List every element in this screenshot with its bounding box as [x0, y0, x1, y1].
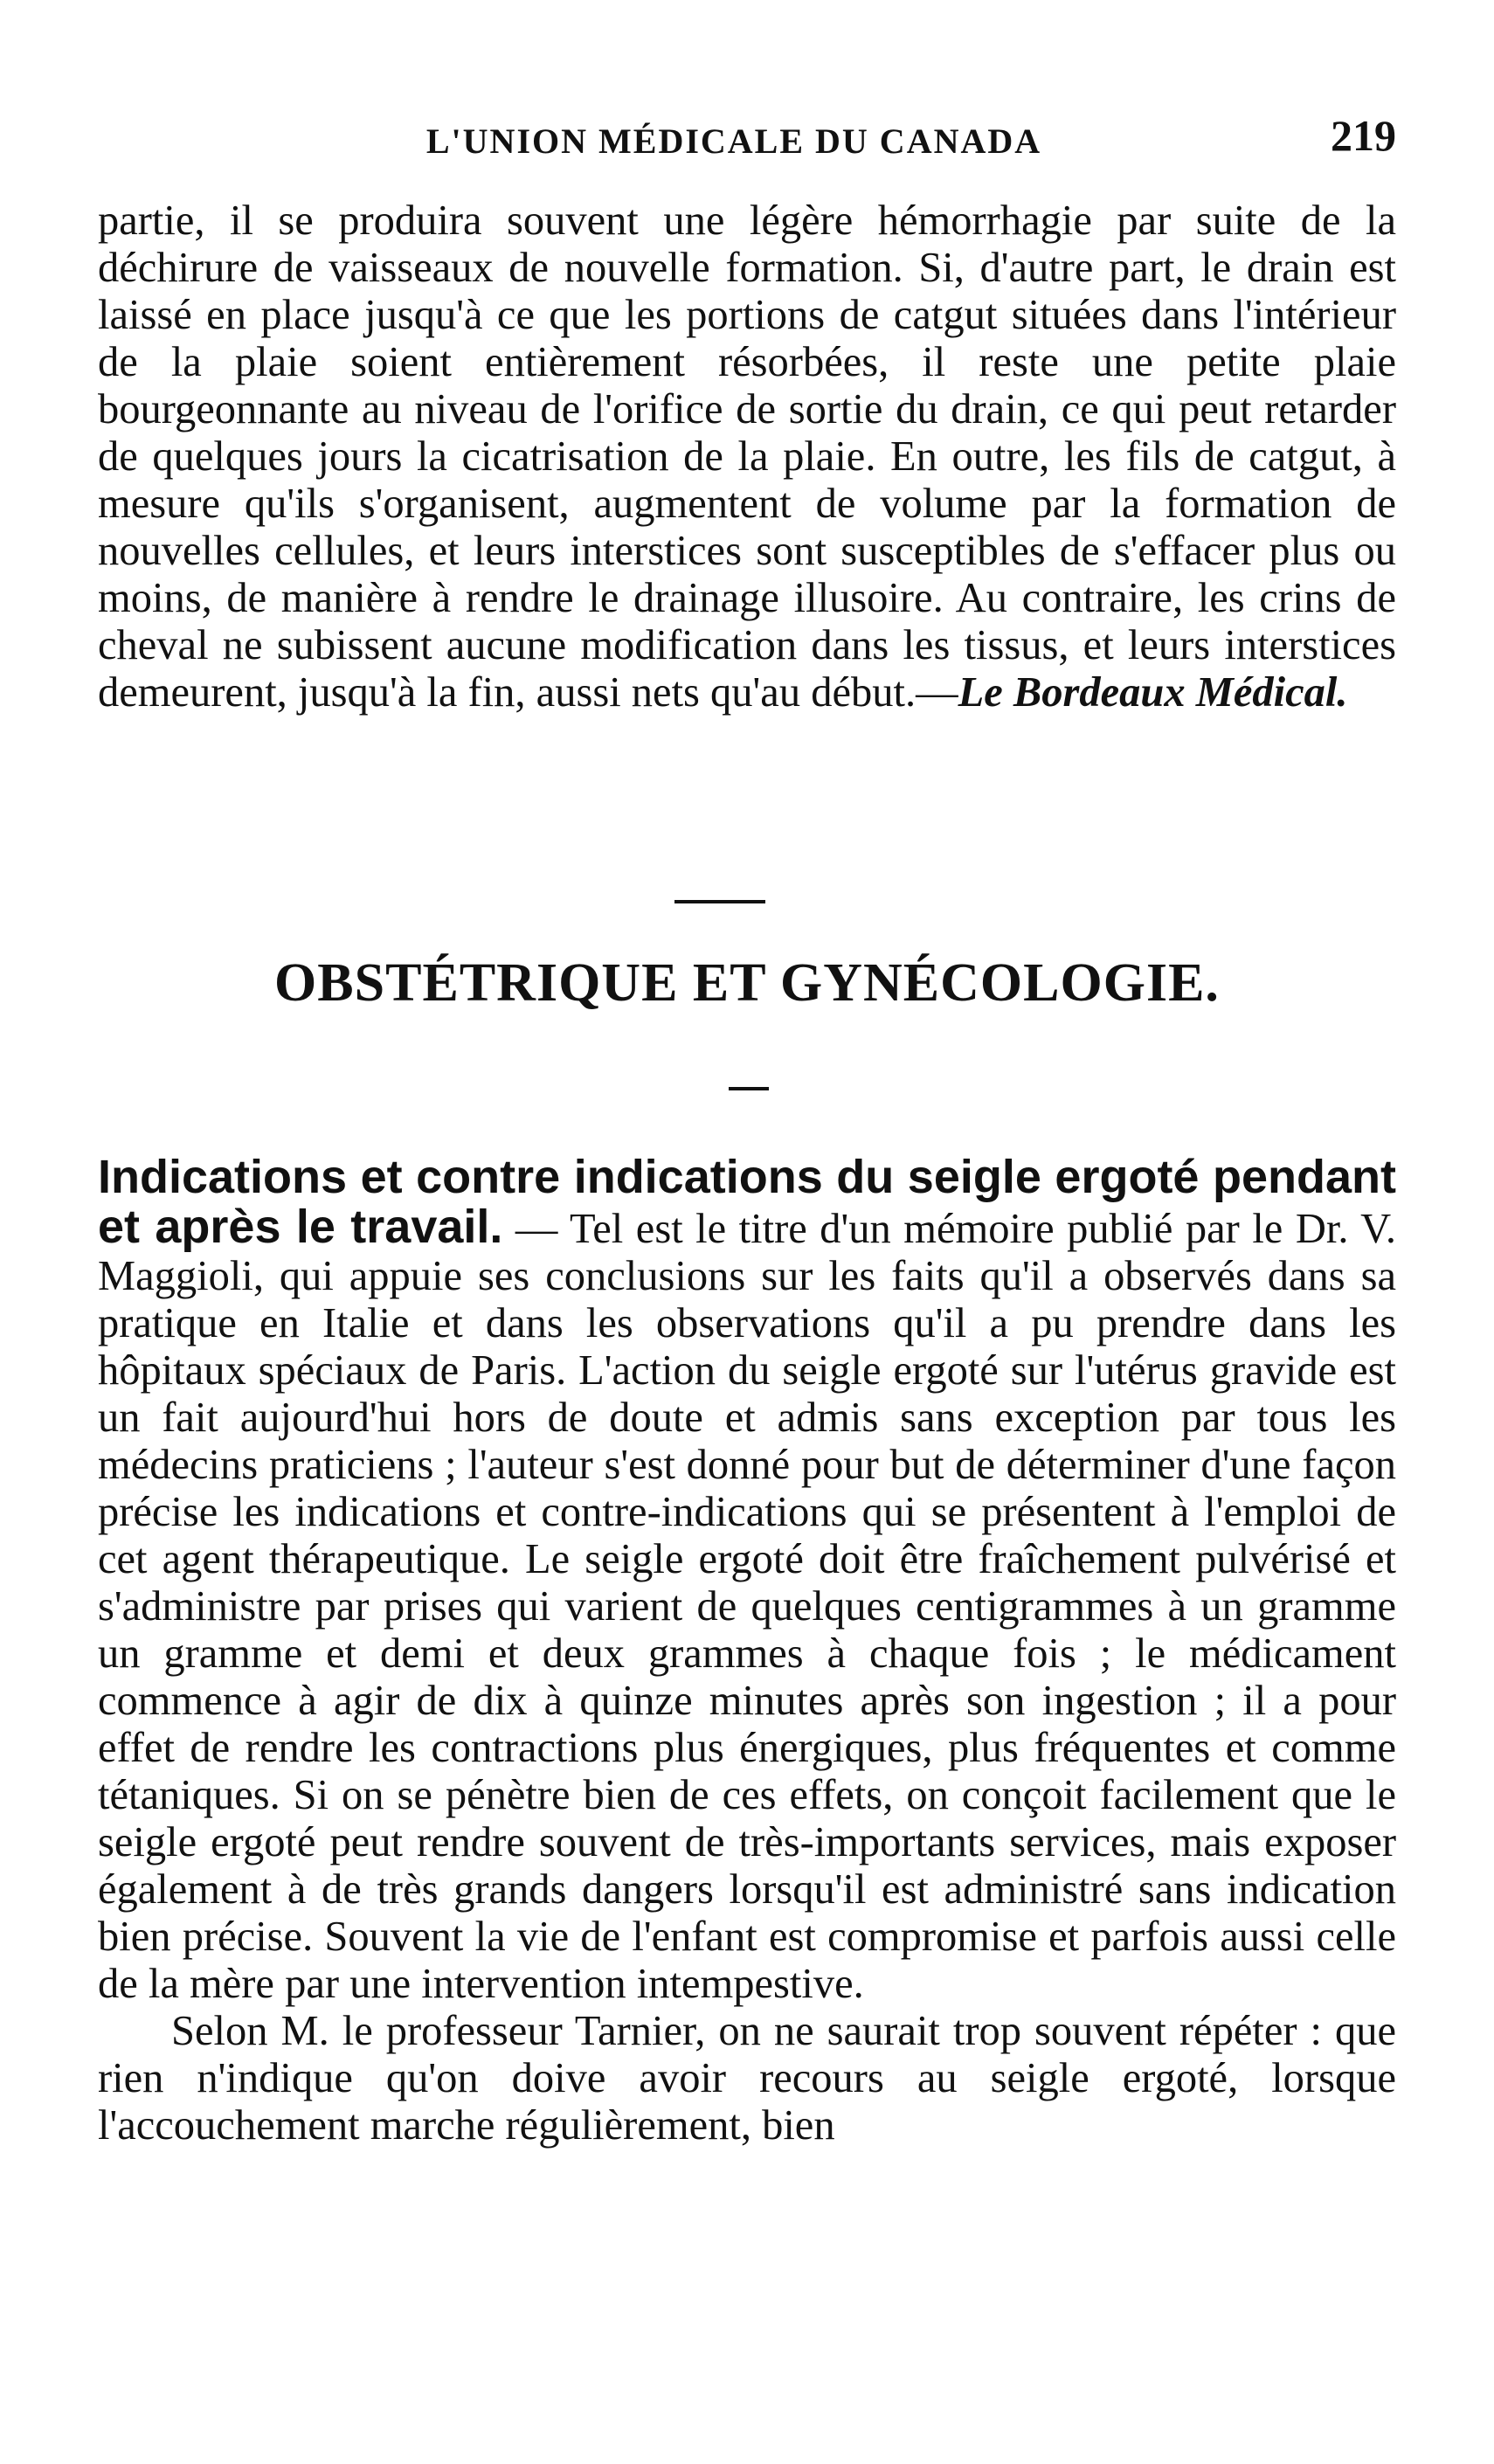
article-continuation: [98, 197, 1396, 716]
paragraph: [98, 1153, 1396, 2008]
heading-divider-rule: [729, 1087, 769, 1090]
paragraph: [98, 197, 1396, 716]
paragraph-text: Selon M. le professeur Tarnier, on ne saurait trop souvent répéter : que rien n'indique qu'on doive avoir recours au seigle ergoté, lorsque l'accouchement marche régulièrement, bien: [98, 2008, 1396, 2149]
page-number: 219: [1331, 111, 1396, 160]
section-divider-rule: [674, 900, 765, 903]
paragraph: [98, 2008, 1396, 2149]
paragraph-text: — Tel est le titre d'un mémoire publié par le Dr. V. Maggioli, qui appuie ses conclusions sur les faits qu'il a observés dans sa pratique en Italie et dans les observations qu'il a pu prendre dans les hôpitaux spéciaux de Paris. L'action du seigle ergoté sur l'utérus gravide est un fait aujourd'hui hors de doute et admis sans exception par tous les médecins praticiens ; l'auteur s'est donné pour but de déterminer d'une façon précise les indications et contre-indications qui se présentent à l'emploi de cet agent thérapeutique. Le seigle ergoté doit être fraîchement pulvérisé et s'administre par prises qui varient de quelques centigrammes à un gramme un gramme et demi et deux grammes à chaque fois ; le médicament commence à agir de dix à quinze minutes après son ingestion ; il a pour effet de rendre les contractions plus énergiques, plus fréquentes et comme tétaniques. Si on se pénètre bien de ces effets, on conçoit facilement que le seigle ergoté peut rendre souvent de très-importants services, mais exposer également à de très grands dangers lorsqu'il est administré sans indication bien précise. Souvent la vie de l'enfant est compromise et parfois aussi celle de la mère par une intervention intempestive.: [98, 1206, 1396, 2007]
source-citation: Le Bordeaux Médical.: [958, 669, 1348, 716]
article-title: Indications et contre indications du seigle ergoté pendant et après le travail.: [98, 1151, 1396, 1253]
paragraph-text: partie, il se produira souvent une légère hémorrhagie par suite de la déchirure de vaisseaux de nouvelle formation. Si, d'autre part, le drain est laissé en place jusqu'à ce que les portions de catgut situées dans l'intérieur de la plaie soient entièrement résorbées, il reste une petite plaie bourgeonnante au niveau de l'orifice de sortie du drain, ce qui peut retarder de quelques jours la cicatrisation de la plaie. En outre, les fils de catgut, à mesure qu'ils s'organisent, augmentent de volume par la formation de nouvelles cellules, et leurs interstices sont susceptibles de s'effacer plus ou moins, de manière à rendre le drainage illusoire. Au contraire, les crins de cheval ne subissent aucune modification dans les tissus, et leurs interstices demeurent, jusqu'à la fin, aussi nets qu'au début.—: [98, 197, 1396, 716]
article-body: [98, 1153, 1396, 2149]
section-heading: OBSTÉTRIQUE ET GYNÉCOLOGIE.: [274, 953, 1220, 1013]
running-title: L'UNION MÉDICALE DU CANADA: [425, 121, 1042, 161]
